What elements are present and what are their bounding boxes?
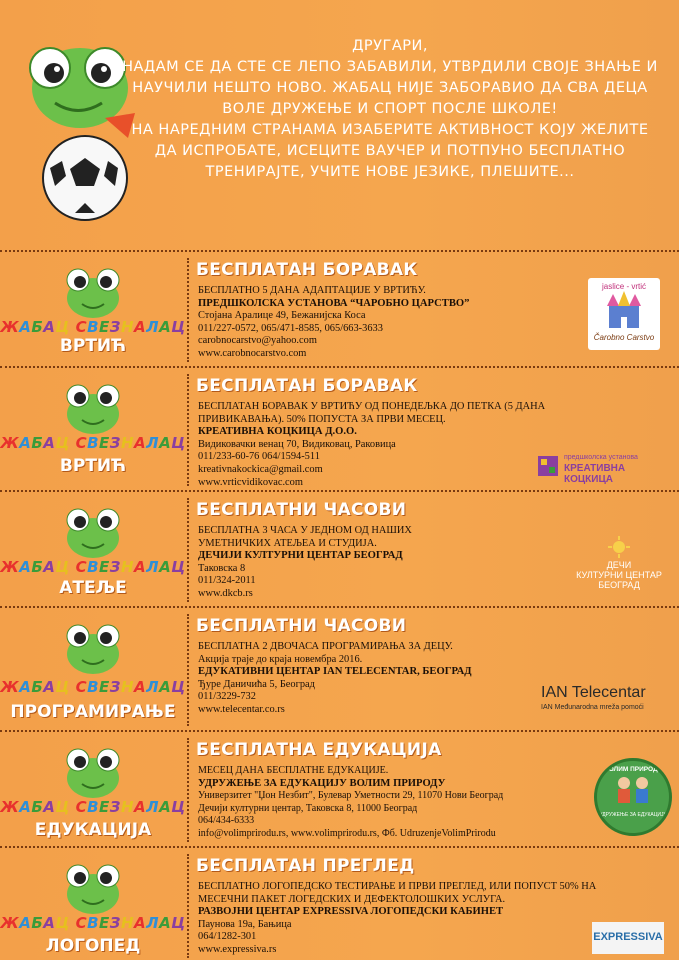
voucher-speech-therapy[interactable] [0, 846, 679, 960]
dotted-divider [187, 374, 189, 486]
volim-prirodu-logo [594, 758, 672, 836]
expressiva-logo [592, 922, 664, 954]
address: Видиковачки венац 70, Видиковац, Раковица [198, 438, 396, 450]
logo-name: ВОЛИМ ПРИРОДУ [604, 766, 662, 773]
voucher-heading: БЕСПЛАТАН БОРАВАК [196, 376, 418, 396]
address-1: Универзитет "Џон Незбит", Булевар Уметности 29, 11070 Нови Београд [198, 790, 504, 802]
category-label: ЕДУКАЦИЈА [34, 820, 152, 840]
sun-icon [608, 536, 630, 558]
intro-greeting: ДРУГАРИ, [352, 38, 428, 54]
logo-name: Čarobno Carstvo [593, 333, 655, 342]
voucher-heading: БЕСПЛАТАН БОРАВАК [196, 260, 418, 280]
logo-name: IAN Telecentar [541, 684, 646, 701]
voucher-content [196, 732, 679, 848]
brand-label: ЖАБАЦ СВЕЗНАЛАЦ [0, 434, 186, 452]
category-label: ЛОГОПЕД [45, 936, 141, 956]
intro-text [120, 36, 660, 183]
website: www.carobnocarstvo.com [198, 347, 307, 359]
voucher-heading: БЕСПЛАТНА ЕДУКАЦИЈА [196, 740, 442, 760]
phone: 011/227-0572, 065/471-8585, 065/663-3633 [198, 322, 383, 334]
dkcb-logo [574, 536, 664, 596]
dotted-divider [187, 258, 189, 362]
address-2: Дечији културни центар, Таковска 8, 11000 Београд [198, 802, 418, 814]
logo-caption: jaslice - vrtić [601, 282, 646, 291]
voucher-left-panel [0, 252, 186, 368]
voucher-content [196, 848, 679, 960]
voucher-education[interactable] [0, 730, 679, 848]
voucher-programming[interactable] [0, 606, 679, 732]
offer-line: БЕСПЛАТНО ЛОГОПЕДСКО ТЕСТИРАЊЕ И ПРВИ ПРЕГЛЕД, ИЛИ ПОПУСТ 50% НА МЕСЕЧНИ ПАКЕТ ЛОГЕДСКИХ И ДЕФЕКТОЛОШКИХ УСЛУГА. [198, 881, 597, 905]
website: www.expressiva.rs [198, 943, 277, 955]
frog-icon [58, 616, 128, 676]
phone: 011/324-2011 [198, 575, 256, 587]
offer-note: Акција траје до краја новембра 2016. [198, 653, 363, 665]
logo-line-3: БЕОГРАД [598, 580, 640, 590]
dotted-divider [187, 614, 189, 726]
logo-line-1: ДЕЧИ [606, 560, 632, 570]
voucher-content [196, 492, 679, 608]
address: Стојана Аралице 49, Бежанијска Коса [198, 310, 366, 322]
email: kreativnakockica@gmail.com [198, 463, 323, 475]
voucher-body [198, 525, 448, 601]
category-label: ВРТИЋ [59, 336, 127, 356]
brand-label: ЖАБАЦ СВЕЗНАЛАЦ [0, 678, 186, 696]
logo-name: КРЕАТИВНА КОЦКИЦА [564, 463, 626, 485]
voucher-heading: БЕСПЛАТНИ ЧАСОВИ [196, 500, 407, 520]
category-label: ВРТИЋ [59, 456, 127, 476]
frog-icon [58, 856, 128, 916]
address: Ђуре Даничића 5, Београд [198, 678, 315, 690]
frog-icon [58, 260, 128, 320]
cube-icon [536, 454, 560, 478]
voucher-left-panel [0, 608, 186, 732]
voucher-kindergarten-1[interactable] [0, 250, 679, 368]
voucher-content [196, 252, 679, 368]
website: info@volimprirodu.rs, www.volimprirodu.rs, Фб. UdruzenjeVolimPrirodu [198, 827, 496, 839]
phone: 011/3229-732 [198, 691, 256, 703]
voucher-content [196, 608, 679, 732]
logo-caption: предшколска установа [564, 454, 638, 461]
voucher-atelier[interactable] [0, 490, 679, 608]
kids-icon [608, 773, 658, 807]
logo-caption: УДРУЖЕЊЕ ЗА ЕДУКАЦИЈУ [599, 812, 667, 818]
intro-block [0, 0, 679, 250]
brand-label: ЖАБАЦ СВЕЗНАЛАЦ [0, 914, 186, 932]
offer-line: БЕСПЛАТНА 3 ЧАСА У ЈЕДНОМ ОД НАШИХ УМЕТНИЧКИХ АТЕЉЕА И СТУДИЈА. [198, 525, 412, 549]
offer-line: БЕСПЛАТНО 5 ДАНА АДАПТАЦИЈЕ У ВРТИЋУ. [198, 285, 426, 296]
offer-line: БЕСПЛАТАН БОРАВАК У ВРТИЋУ ОД ПОНЕДЕЉКА ДО ПЕТКА (5 ДАНА ПРИВИКАВАЊА). 50% ПОПУСТА ЗА ПРВИ МЕСЕЦ. [198, 401, 546, 425]
voucher-heading: БЕСПЛАТНИ ЧАСОВИ [196, 616, 407, 636]
organization-name: ПРЕДШКОЛСКА УСТАНОВА “ЧАРОБНО ЦАРСТВО” [198, 297, 470, 309]
organization-name: УДРУЖЕЊЕ ЗА ЕДУКАЦИЈУ ВОЛИМ ПРИРОДУ [198, 777, 446, 789]
organization-name: КРЕАТИВНА КОЦКИЦА Д.О.О. [198, 426, 357, 438]
category-label: ПРОГРАМИРАЊЕ [10, 702, 176, 722]
organization-name: ДЕЧИЈИ КУЛТУРНИ ЦЕНТАР БЕОГРАД [198, 550, 403, 562]
logo-name: EXPRESSIVA [593, 931, 663, 943]
intro-paragraph-2: НА НАРЕДНИМ СТРАНАМА ИЗАБЕРИТЕ АКТИВНОСТ КОЈУ ЖЕЛИТЕ ДА ИСПРОБАТЕ, ИСЕЦИТЕ ВАУЧЕР И ПОТПУНО БЕСПЛАТНО ТРЕНИРАЈТЕ, УЧИТЕ НОВЕ ЈЕЗИКЕ, ПЛЕШИТЕ... [131, 122, 649, 180]
dotted-divider [187, 738, 189, 842]
email: carobnocarstvo@yahoo.com [198, 335, 317, 347]
phone: 011/233-60-76 064/1594-511 [198, 451, 320, 463]
frog-icon [58, 376, 128, 436]
voucher-left-panel [0, 368, 186, 492]
category-label: АТЕЉЕ [59, 578, 127, 598]
voucher-content [196, 368, 679, 492]
website: www.dkcb.rs [198, 587, 253, 599]
frog-icon [58, 500, 128, 560]
address: Таковска 8 [198, 562, 246, 574]
logo-caption: IAN Međunarodna mreža pomoći [541, 704, 644, 711]
voucher-body [198, 881, 598, 957]
brand-label: ЖАБАЦ СВЕЗНАЛАЦ [0, 558, 186, 576]
frog-icon [58, 740, 128, 800]
brand-label: ЖАБАЦ СВЕЗНАЛАЦ [0, 798, 186, 816]
phone: 064/1282-301 [198, 931, 257, 943]
organization-name: ЕДУКАТИВНИ ЦЕНТАР IAN TELECENTAR, БЕОГРАД [198, 666, 472, 678]
phone: 064/434-6333 [198, 815, 255, 827]
offer-line: МЕСЕЦ ДАНА БЕСПЛАТНЕ ЕДУКАЦИЈЕ. [198, 765, 389, 776]
voucher-body [198, 285, 578, 361]
intro-paragraph-1: НАДАМ СЕ ДА СТЕ СЕ ЛЕПО ЗАБАВИЛИ, УТВРДИЛИ СВОЈЕ ЗНАЊЕ И НАУЧИЛИ НЕШТО НОВО. ЖАБАЦ НИЈЕ ЗАБОРАВИО ДА СВА ДЕЦА ВОЛЕ ДРУЖЕЊЕ И СПОРТ ПОСЛЕ ШКОЛЕ! [122, 59, 658, 117]
address: Паунова 19а, Бањица [198, 918, 292, 930]
voucher-left-panel [0, 492, 186, 608]
voucher-kindergarten-2[interactable] [0, 366, 679, 492]
voucher-body [198, 765, 588, 841]
carobno-carstvo-logo [588, 278, 660, 350]
website: www.telecentar.co.rs [198, 703, 285, 715]
dotted-divider [187, 498, 189, 602]
brand-label: ЖАБАЦ СВЕЗНАЛАЦ [0, 318, 186, 336]
voucher-body [198, 641, 518, 717]
ian-telecentar-logo [541, 684, 673, 711]
website: www.vrticvidikovac.com [198, 476, 303, 488]
dotted-divider [187, 854, 189, 958]
offer-line: БЕСПЛАТНА 2 ДВОЧАСА ПРОГРАМИРАЊА ЗА ДЕЦУ. [198, 641, 453, 652]
logo-line-2: КУЛТУРНИ ЦЕНТАР [576, 570, 662, 580]
voucher-left-panel [0, 732, 186, 848]
voucher-heading: БЕСПЛАТАН ПРЕГЛЕД [196, 856, 415, 876]
castle-icon [599, 291, 649, 331]
voucher-left-panel [0, 848, 186, 960]
kreativna-kockica-logo [536, 454, 666, 485]
organization-name: РАЗВОЈНИ ЦЕНТАР EXPRESSIVA ЛОГОПЕДСКИ КАБИНЕТ [198, 906, 504, 918]
